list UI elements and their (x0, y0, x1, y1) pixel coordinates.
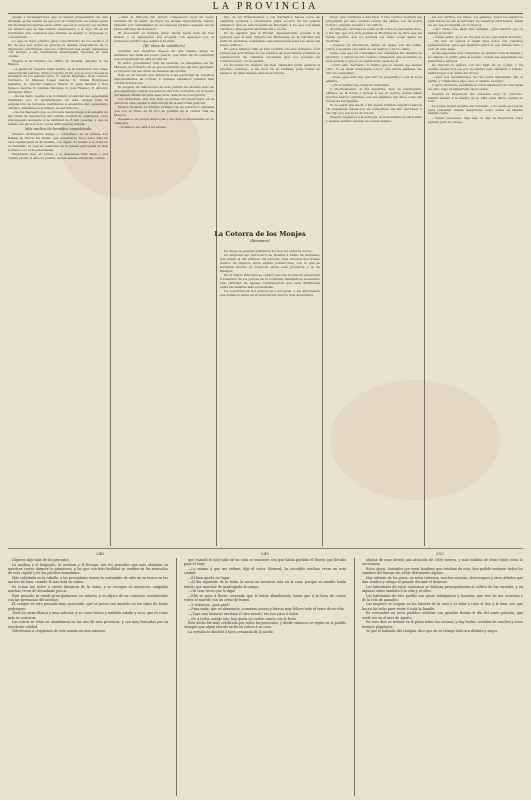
article-column-3-bottom (220, 250, 320, 546)
article-column-3-top (220, 16, 320, 228)
paragraph: En esos días se reúnen en la plaza todos los vecinos, y hay bailes, corridas de novillos y otros festejos populares. (362, 620, 523, 629)
paragraph: Y efectivamente, al día siguiente, muy de madrugada, salimos de la fonda y fuimos á ver el puerto, donde había muchos barcos grandes, con sus mástiles tan altos como las torres de las iglesias. (326, 87, 422, 104)
paragraph: —Ella se puso á llorar, creyendo que la había abandonado, hasta que á la hora de comer volvió el marido con un cesto de frutas. (184, 593, 346, 603)
masthead-rule (8, 13, 523, 14)
lower-column-c (362, 558, 523, 796)
paragraph: Lo que se hace público para conocimiento de los vecinos, á fin de que por todos se guarde la debida observancia de lo dispuesto, advirtiendo que los contraventores serán castigados con arreglo á las ordenanzas municipales vigentes en esta ciudad. (8, 38, 108, 59)
paragraph: La tertulia se disolvió á hora avanzada de la noche. (188, 630, 274, 635)
paragraph: tes los cariños, los niños, los galanes, todos los senderos para hacer de mi la felicidad de nuestros infortunios. Nada de eso me acompaña por lo menos. (428, 16, 523, 27)
paragraph: —Nada, señor, no lo sé. En qué es eso que estáis diciendo. (432, 35, 523, 40)
paragraph: Y así lo hicieron, sentándose todos alrededor de una mesa de pino, bajo el emparrado de la venta. (428, 83, 523, 92)
paragraph: El procesado se hallaba preso desde hacía más de tres meses, y su absolución fué acogida con aplausos por el numeroso público que asistía á la vista. (114, 30, 214, 43)
paragraph: Se marchó la señora con sus hijas en un coche, y los demás siguieron á pie por el camino real, cantando y riendo, hasta llegar á la venta del Cruce. (428, 63, 523, 76)
paragraph: Ya que le hablado del cholgón, dice que en su tiempo todo era distinto y mejor. (366, 629, 498, 634)
paragraph: En el Teatro Principal se celebró anoche la función anunciada á beneficio de los pobres de la localidad, habiéndose recaudado una cantidad de alguna consideración que será distribuida entre las familias más necesitadas. (220, 273, 320, 289)
paragraph: Es de esperar que el Excmo. Ayuntamiento acceda á la petición que le han dirigido las Hermanas de la Caridad del Asilo de Ancianos, solicitando una subvención para las obras del nuevo edificio. (220, 30, 320, 47)
column-divider (322, 16, 323, 546)
lower-column-b (184, 558, 346, 796)
paragraph: —Se ha dado cuenta á la Comisión provincial del expediente tramitado por el Ayuntamiento de esta ciudad para la adquisición de terrenos destinados á ensanche del cementerio católico, habiéndose acordado su aprobación. (8, 94, 108, 111)
paragraph: —No á todos, amigo mío; hay quien no vuelve nunca con la fruta. (188, 616, 298, 621)
page-number-left: 248 (96, 551, 104, 556)
paragraph: La pobre mujer lloraba sin consuelo, y no sabía qué hacer para remediar tantas desgracias como sobre su familia habían caído. (428, 103, 523, 116)
poem-subtitle: (Romance) (250, 239, 270, 243)
column-divider (176, 558, 177, 796)
paragraph: Hemos recibido el número primero de un periódico semanal que con el título de El Eco se publica en la vecina villa de Moguer. (114, 105, 214, 118)
paragraph: Al día siguiente muy temprano, se levantó toda la familia y se dispuso á partir para el pueblo, donde les esperaban sus parientes y amigos. (428, 51, 523, 64)
paragraph: La concurrencia fué numerosa y escogida, y los aficionados que tomaron parte en el espectáculo fueron muy aplaudidos. (220, 288, 320, 297)
paragraph: alguna de esas tierras una atención de 3000 metros, y más todavía de otras tanto como lo necesitase. (362, 558, 523, 567)
paragraph: —Ante el tribunal del jurado compareció ayer un joven acusado de un delito de hurto de escasa importancia, siendo absuelto por unanimidad de los señores jurados después de un breve informe del defensor. (114, 16, 214, 31)
paragraph: En estos últimos días se han recibido en este Gobierno civil numerosas solicitudes de los pueblos de la provincia pidiendo la construcción de caminos vecinales que los pongan en comunicación con la capital. (220, 46, 320, 63)
masthead: LA PROVINCIA (212, 1, 319, 12)
article-column-2 (114, 16, 214, 546)
paragraph: Los labradores de estos contornos se dedican principalmente al cultivo de los cereales, y en algunos sitios también á la viña y al olivo. (362, 584, 523, 593)
paragraph: Se echan las redes á cierta distancia de la costa, y se recogen al amanecer, cargadas muchas veces de abundante pesca. (8, 584, 168, 593)
article-column-5 (428, 16, 523, 546)
paragraph: —Y entonces, ¿qué pasó? (188, 602, 231, 607)
paragraph: Al principio del viaje le conté al Sr. Cura lo que había visto, y me dijo que era muy grande la Providencia de Dios que así había querido que yo pudiera ver tales cosas antes de morirme. (326, 27, 422, 43)
paragraph: Este pescado se vende principalmente en salazón, y es objeto de un comercio considerable con las provincias del interior. (8, 593, 168, 602)
page-number-center: 249 (261, 551, 269, 556)
paragraph: Volveremos á ocuparnos de este asunto en otro número. (12, 629, 107, 634)
paragraph: —¡Vaya una historia! exclamó el otro riendo; eso nos pasa á todos. (188, 611, 300, 616)
paragraph: —Oh cien veces que lo diga! (188, 589, 236, 594)
paragraph: Se ruega la puntual asistencia á todos los señores socios. (224, 250, 313, 253)
paragraph: —Todo esto, hermano, lo mismo que lo demás que habéis visto, no es nada comparado con lo que veréis mañana, me dijo mi compañero. (326, 63, 422, 75)
paragraph: La sardina y el lenguado, la merluza y el besugo, son los pescados que más abundan en nuestras costas durante la primavera, y los que con más facilidad se venden en los mercados de esta capital y de los pueblos inmediatos. (8, 562, 168, 576)
article-column-1 (8, 16, 108, 546)
paragraph: —Es que os vamos á dejar aquí solos con vuestros pensamientos, para que meditéis sobre lo que habéis visto y oído en este viaje. (428, 39, 523, 52)
paragraph: Grandes son nuestros deseos de que cuanto antes se terminen las obras del nuevo puerto, que tanto ha de contribuir á la prosperidad de esta provincia. (114, 49, 214, 61)
paragraph: El señor gobernador civil ha recibido un telegrama del Sr. Ministro de Fomento en el que le anuncia que ha sido aprobado el proyecto de las obras de defensa del muelle. (114, 61, 214, 73)
paragraph: El juzgado de instrucción de este partido ha dictado auto de procesamiento contra los autores del robo cometido en la noche del sábado último en una casa de la calle de la Concepción. (114, 85, 214, 97)
paragraph: —Se ha dispuesto que se proceda desde luego á la subasta de las obras de reparación del camino vecinal de Aljaraque, cuyo presupuesto asciende á la cantidad de 3.240 pesetas, y que se señale día para el acto con la anticipación debida. (8, 110, 108, 126)
paragraph: —Lo mismo á que me refiero, dijo el señor Monreal, ha sucedido muchas veces en esta ciudad. (184, 566, 346, 576)
paragraph: —¡Ya lo veréis! me contestó sonriendo. (330, 83, 391, 88)
article-column-4 (326, 16, 422, 546)
paragraph: —Hombre, eso ellá á mi abuelo. (118, 125, 168, 130)
paragraph: Estos pinos, formados por unos hombres que estaban de ocio, han podido sostener todos los cambios del tiempo sin sufrir detrimento alguno. (362, 566, 523, 576)
paragraph: Cuando la Superiora del convento supo lo ocurrido, mandó llamar á la madre de la niña para darle cuenta de todo. (428, 91, 523, 104)
paragraph: —Cuando ya anochecía, dando un paseo por las calles, vimos á la gente que salía de los teatros y de los cafés. (326, 42, 422, 51)
paragraph: que cuando le tocó salir de su casa se encontró con que había perdido el dinero que llevaba para el viaje. (184, 558, 346, 567)
paragraph: Dígnese algo más de los pescados. (12, 558, 70, 562)
paragraph: Los detenidos, que son tres, se hallan incomunicados en la cárcel de esta capital á disposición de la autoridad judicial. (114, 97, 214, 106)
paragraph: Nuestro distinguido amigo y compañero en la prensa don Rafael de Nieva, ha tenido que ausentarse hace unos días de esta capital para la de Sevilla, con objeto de asistir á la boda de su hermano, la cual se celebrará en la iglesia parroquial de San Lorenzo con toda solemnidad. (8, 132, 108, 152)
paragraph: Las ostras se crían en abundancia en las rías de esta provincia, y son muy buscadas por su excelente calidad. (8, 620, 168, 629)
paragraph: —Aquí nos detendremos un rato para descansar, dijo el padre, y tomaremos algo, que el camino es largo. (428, 75, 523, 84)
paragraph: —Ay!, dicho una hada muy afligida, ¿qué tendré? ¿no os habéis al revés? (428, 27, 523, 35)
paragraph: Cuando llegamos á la estación, el tren estaba ya para salir, y apenas tuvimos tiempo de tomar asiento. (326, 115, 422, 124)
paragraph: La Sociedad de Amigos del País celebrará junta general el próximo domingo, á las doce de la mañana, para tratar de asuntos de gran interés para la provincia. (220, 62, 320, 75)
paragraph: —A pesar de nuestra mala suerte en la formación del censo electoral del partido, hemos logrado al fin que se nos conceda la inclusión de los señores Sres. D. Adolfo Bejarano, Sres. Isidoro Carrasco, D. Manuel López Garcia, D. Tomás Rodríguez Gallardo, D. Antonio Campos Rivera, D. Juan Benítez y Don Ignacio García, D. Antonio Vázquez, D. José Rivera y D. Antonio Gutiérrez Vélez. (8, 66, 108, 95)
column-divider (216, 16, 217, 546)
page-number-right: 252 (436, 551, 444, 556)
paragraph: Es costumbre en estos pueblos celebrar con grandes fiestas el día del santo patrono, que suele ser en el mes de Agosto. (362, 611, 523, 620)
poem-heading (200, 230, 320, 248)
paragraph: Los habitantes de este pueblo son gente trabajadora y honrada, que vive de sus cosechas y de la cría de ganados. (362, 593, 523, 602)
poem-title: La Cotorra de los Monjes (214, 230, 306, 238)
paragraph: Hay además de los pinos, en estos terrenos, muchas encinas, alcornoques y otros árboles que dan sombra y abrigo al ganado durante el invierno. (362, 575, 523, 585)
paragraph: La empresa del ferrocarril de Huelva á Zafra ha dispuesto que desde el día primero del próximo mes circulen dos trenes diarios de viajeros entre ambas poblaciones, con lo que se facilitará mucho el comercio entre esta provincia y la de Badajoz. (220, 253, 320, 273)
paragraph: Las mujeres se ocupan en las labores de la casa y en hilar y tejer el lino y la lana, con que hacen las telas para vestir á toda la familia. (362, 602, 523, 611)
paragraph: tengo que contárles á mis hijos. Y mis vecinos siempre me preguntan por ello, cuando vuelvo del campo con mi pobre borrico cargado de leña y de carbón. (326, 16, 422, 27)
paragraph: Tiene la carne blanca y muy sabrosa, y se come fresco y también salado y seco, que es como más se conserva. (8, 611, 168, 620)
paragraph: Huelva 9 de Febrero de 1893.—El Alcalde, Antonio G. de Ramos. (8, 58, 108, 67)
section-heading: Más noches de benéfico espectáculo (24, 127, 92, 132)
paragraph: —Al día siguiente de la boda, la novia se encontró sola en la casa, porque su marido había tenido que marchar de madrugada al campo. (184, 580, 346, 589)
section-heading: (El, alma de caballero) (143, 44, 185, 49)
paragraph: El congrio es otro pescado muy apreciado, que se pesca con anzuelo en los sitios de fondo pedregoso. (8, 602, 168, 611)
paragraph: Cada cosa que mi compañero me enseñaba me llenaba de asombro, y entonces fué cuando comprendí que el mundo es muy grande y que yo no había visto nada de él. (326, 51, 422, 63)
fold-rule (8, 548, 523, 549)
paragraph: —Tened paciencia, hija mía, le dijo la Superiora; Dios aprieta pero no ahoga. (428, 115, 523, 124)
paragraph: —Pues ¿qué más hay que ver? le pregunté yo con la boca abierta. (326, 75, 422, 83)
column-divider (354, 558, 355, 796)
paragraph: —El bien queda en lugar. (188, 575, 231, 580)
column-divider (110, 16, 111, 546)
paragraph: —Pues nada; que se abrazaron, comieron juntos y fueron muy felices todo el resto de su vida. (188, 607, 345, 612)
paragraph: quejas y reclamaciones que se vienen presentando en este Alcaldía, se ha venido de que por el Consistorio se tomen todas las medidas necesarias para evitar que en lo sucesivo se repitan los abusos que se han venido observando, y á cuyo fin se ha nombrado una comisión que estudie el asunto y proponga lo conveniente. (8, 16, 108, 39)
paragraph: Más solicitada es la caballa, y los pescadores tienen la costumbre de salir en su busca en las noches de luna, cuando el mar está en calma. (8, 575, 168, 585)
lower-column-a (8, 558, 168, 796)
paragraph: Deseamos al colega larga vida y muchas prosperidades en su campaña. (114, 117, 214, 126)
column-divider (424, 16, 425, 546)
paragraph: Este dicho fué muy celebrado por todos los presentes, y desde entonces se repite en el pueblo siempre que algún marido tarda en volver á su casa. (184, 621, 346, 630)
paragraph: hijo de los Franciscanos y sus hermanos hacen votos de castidad, pobreza y obediencia, para socorro de los pobres enfermos que en este hospital se albergan, á los que con tanta caridad y abnegación atienden día y noche. (220, 16, 320, 31)
paragraph: Yo no sabía qué decir, y me quedé mirando aquellos barcos sin pestañear, hasta que mi compañero me tiró del brazo y me dijo que era hora de volver. (326, 103, 422, 116)
paragraph: Este es un triunfo que debemos á las gestiones de nuestros representantes en Cortes, á quienes enviamos nuestra más cordial felicitación. (114, 73, 214, 85)
paragraph: Regresará muy en breve, y le deseamos feliz viaje y que vuelva pronto á este su pueblo, donde tantas simpatías cuenta. (8, 152, 108, 161)
